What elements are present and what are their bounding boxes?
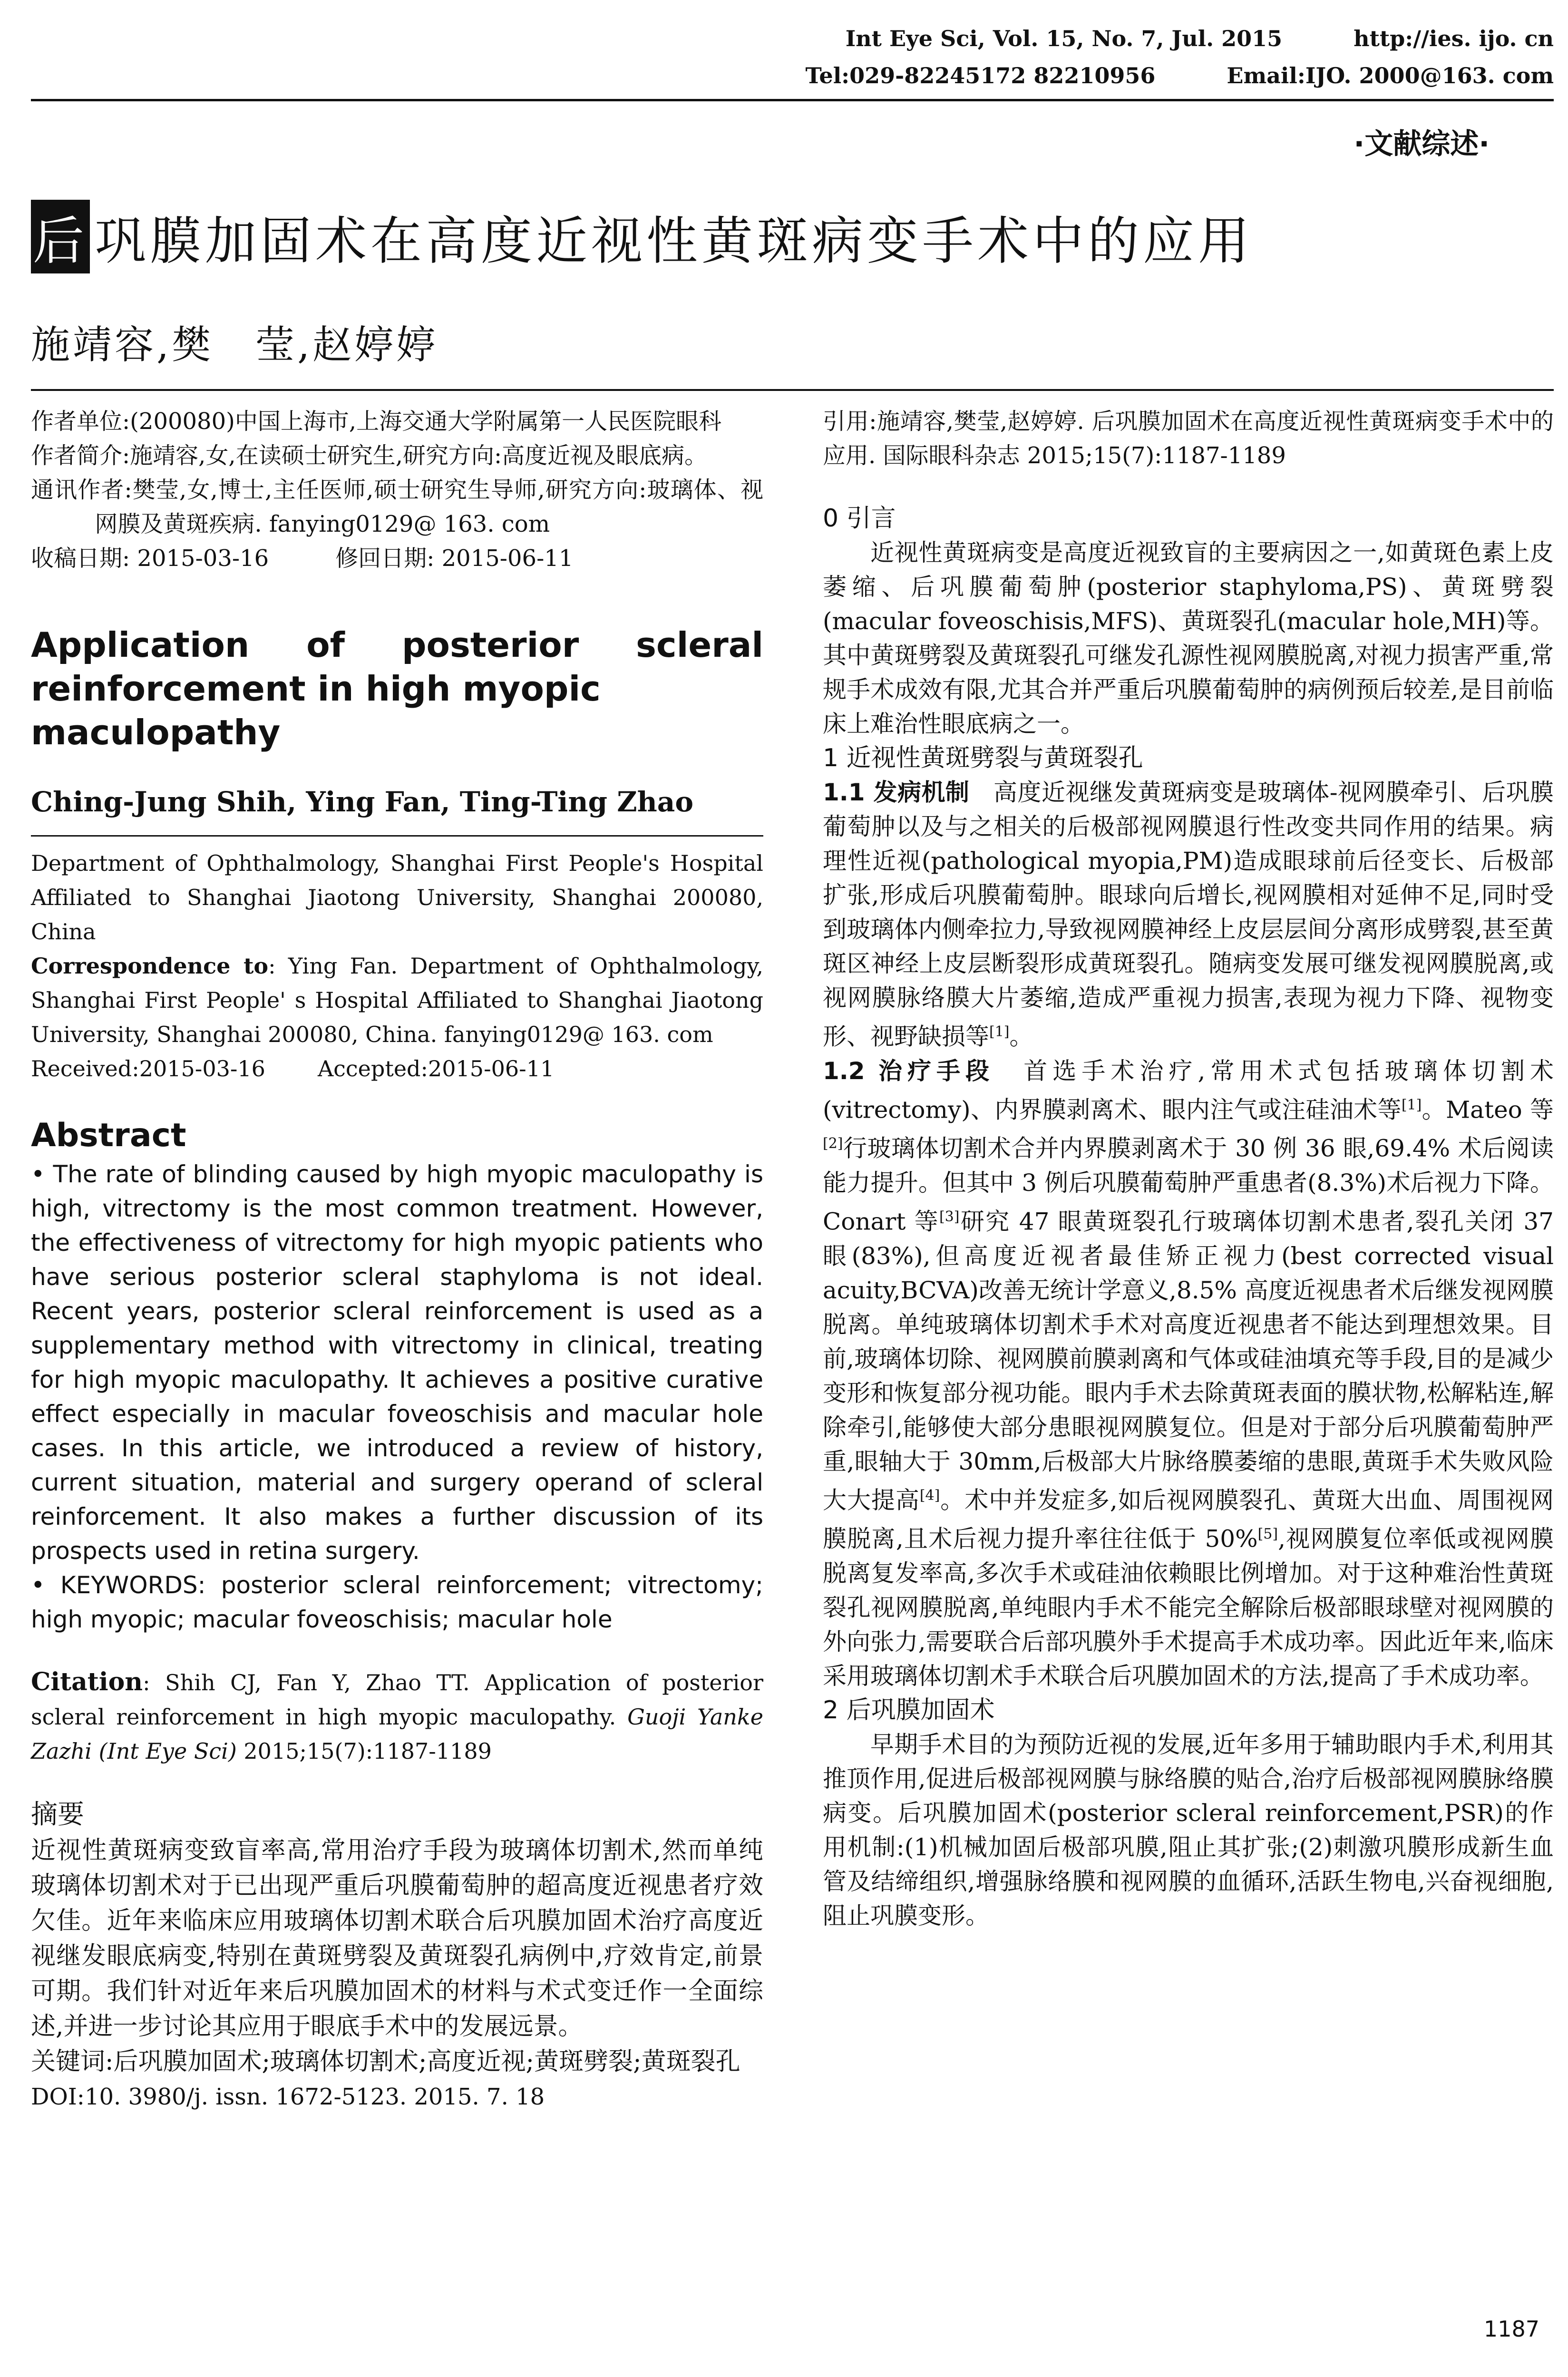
received-date-en: Received:2015-03-16 bbox=[31, 1056, 265, 1081]
doi: DOI:10. 3980/j. issn. 1672-5123. 2015. 7. 18 bbox=[31, 2084, 545, 2110]
citation-abbr: (Int Eye Sci) bbox=[98, 1738, 237, 1764]
ref-marker: [5] bbox=[1257, 1526, 1278, 1543]
section-1-1-end: 。 bbox=[1009, 1023, 1033, 1051]
keywords-en: • KEYWORDS: posterior scleral reinforcement; vitrectomy; high myopic; macular foveoschisis; macular hole bbox=[31, 1571, 763, 1633]
journal-contact bbox=[805, 61, 1554, 90]
authors-cn: 施靖容,樊 莹,赵婷婷 bbox=[31, 322, 438, 368]
english-authors-rule bbox=[31, 835, 763, 837]
author-bio-cn: 作者简介:施靖容,女,在读硕士研究生,研究方向:高度近视及眼底病。 bbox=[31, 442, 708, 469]
ref-marker: [1] bbox=[1401, 1096, 1422, 1113]
ref-marker: [3] bbox=[939, 1208, 960, 1225]
received-date-cn: 收稿日期: 2015-03-16 bbox=[31, 545, 269, 572]
section-1-1-text: 高度近视继发黄斑病变是玻璃体-视网膜牵引、后巩膜葡萄肿以及与之相关的后极部视网膜退行性改变共同作用的结果。病理性近视(pathological myopia,PM)造成眼球前后径变长、后极部扩张,形成后巩膜葡萄肿。眼球向后增长,视网膜相对延伸不足,同时受到玻璃体内侧牵拉力,导致视网膜神经上皮层层间分离形成劈裂,甚至黄斑区神经上皮层断裂形成黄斑裂孔。随病变发展可继发视网膜脱离,或视网膜脉络膜大片萎缩,造成严重视力损害,表现为视力下降、视物变形、视野缺损等 bbox=[823, 779, 1554, 1051]
correspondence-cn: 通讯作者:樊莹,女,博士,主任医师,硕士研究生导师,研究方向:玻璃体、视网膜及黄斑疾病. fanying0129@ 163. com bbox=[31, 477, 763, 537]
ref-marker: [4] bbox=[919, 1487, 940, 1504]
section-0-heading: 0 引言 bbox=[823, 504, 896, 533]
english-department: Department of Ophthalmology, Shanghai First People's Hospital Affiliated to Shanghai Jiaotong University, Shanghai 200080, China bbox=[31, 850, 763, 945]
section-1-2-text-d: 研究 47 眼黄斑裂孔行玻璃体切割术患者,裂孔关闭 37 眼(83%),但高度近视者最佳矫正视力(best corrected visual acuity,BCVA)改善无统计学意义,8.5% 高度近视患者术后继发视网膜脱离。单纯玻璃体切割术手术对高度近视患者不能达到理想效果。目前,玻璃体切除、视网膜前膜剥离和气体或硅油填充等手段,目的是减少变形和恢复部分视功能。眼内手术去除黄斑表面的膜状物,松解粘连,解除牵引,能够使大部分患眼视网膜复位。但是对于部分后巩膜葡萄肿严重,眼轴大于 30mm,后极部大片脉络膜萎缩的患眼,黄斑手术失败风险大大提高 bbox=[823, 1208, 1554, 1514]
section-1-2-text-c: 行玻璃体切割术合并内界膜剥离术于 30 例 36 眼,69.4% 术后阅读能力提升。但其中 3 例后巩膜葡萄肿严重患者(8.3%)术后视力下降。Conart 等 bbox=[823, 1134, 1554, 1236]
cn-abstract-text: 近视性黄斑病变致盲率高,常用治疗手段为玻璃体切割术,然而单纯玻璃体切割术对于已出现严重后巩膜葡萄肿的超高度近视患者疗效欠佳。近年来临床应用玻璃体切割术联合后巩膜加固术治疗高度近视继发眼底病变,特别在黄斑劈裂及黄斑裂孔病例中,疗效肯定,前景可期。我们针对近年来后巩膜加固术的材料与术式变迁作一全面综述,并进一步讨论其应用于眼底手术中的发展远景。 bbox=[31, 1836, 763, 2041]
correspondence-text: : Ying Fan. Department of Ophthalmology, Shanghai First People' s Hospital Affiliated to Shanghai Jiaotong University, Shanghai 200080, China. fanying0129@ 163. com bbox=[31, 953, 763, 1047]
citation-text: : Shih CJ, Fan Y, Zhao TT. Application of posterior scleral reinforcement in high myopic maculopathy. bbox=[31, 1670, 763, 1730]
citation-label: Citation bbox=[31, 1667, 143, 1696]
section-1-2 bbox=[823, 1054, 1554, 1693]
journal-tel: Tel:029-82245172 82210956 bbox=[805, 63, 1156, 88]
page-number: 1187 bbox=[1483, 2316, 1539, 2342]
citation-journal: Guoji Yanke Zazhi bbox=[31, 1704, 763, 1764]
cn-keywords: 关键词:后巩膜加固术;玻璃体切割术;高度近视;黄斑劈裂;黄斑裂孔 bbox=[31, 2047, 740, 2076]
journal-email: Email:IJO. 2000@163. com bbox=[1227, 63, 1554, 88]
section-0-paragraph: 近视性黄斑病变是高度近视致盲的主要病因之一,如黄斑色素上皮萎缩、后巩膜葡萄肿(posterior staphyloma,PS)、黄斑劈裂(macular foveoschisis,MFS)、黄斑裂孔(macular hole,MH)等。其中黄斑劈裂及黄斑裂孔可继发孔源性视网膜脱离,对视力损害严重,常规手术成效有限,尤其合并严重后巩膜葡萄肿的病例预后较差,是目前临床上难治性眼底病之一。 bbox=[823, 539, 1554, 738]
right-column bbox=[823, 404, 1554, 1933]
section-1-2-text-b: 。Mateo 等 bbox=[1422, 1096, 1554, 1124]
cn-abstract-heading: 摘要 bbox=[31, 1799, 84, 1830]
abstract-text: • The rate of blinding caused by high myopic maculopathy is high, vitrectomy is the most common treatment. However, the effectiveness of vitrectomy for high myopic patients who have serious posterior scleral staphyloma is not ideal. Recent years, posterior scleral reinforcement is used as a supplementary method with vitrectomy in clinical, treating for high myopic maculopathy. It achieves a positive curative effect especially in macular foveoschisis and macular hole cases. In this article, we introduced a review of history, current situation, material and surgery operand of scleral reinforcement. It also makes a further discussion of its prospects used in retina surgery. bbox=[31, 1160, 763, 1565]
header-rule bbox=[31, 99, 1554, 101]
left-column bbox=[31, 404, 763, 2114]
english-title-line1: Application of posterior scleral bbox=[31, 625, 763, 665]
citation-en bbox=[31, 1665, 763, 1768]
english-title-line2: reinforcement in high myopic maculopathy bbox=[31, 669, 601, 752]
journal-info: Int Eye Sci, Vol. 15, No. 7, Jul. 2015 bbox=[845, 26, 1283, 51]
ref-marker: [2] bbox=[823, 1135, 843, 1152]
correspondence-label: Correspondence to bbox=[31, 953, 269, 979]
journal-header bbox=[846, 24, 1554, 53]
affiliation-cn: 作者单位:(200080)中国上海市,上海交通大学附属第一人民医院眼科 bbox=[31, 408, 722, 435]
title-first-char: 后 bbox=[31, 200, 90, 273]
citation-cn: 引用:施靖容,樊莹,赵婷婷. 后巩膜加固术在高度近视性黄斑病变手术中的应用. 国际眼科杂志 2015;15(7):1187-1189 bbox=[823, 408, 1554, 469]
accepted-date-en: Accepted:2015-06-11 bbox=[317, 1056, 555, 1081]
abstract-heading: Abstract bbox=[31, 1117, 186, 1154]
section-1-2-text-f: ,视网膜复位率低或视网膜脱离复发率高,多次手术或硅油依赖眼比例增加。对于这种难治性黄斑裂孔视网膜脱离,单纯眼内手术不能完全解除后极部眼球壁对视网膜的外向张力,需要联合后部巩膜外手术提高手术成功率。因此近年来,临床采用玻璃体切割术手术联合后巩膜加固术的方法,提高了手术成功率。 bbox=[823, 1525, 1554, 1690]
section-2-heading: 2 后巩膜加固术 bbox=[823, 1695, 995, 1724]
section-1-1 bbox=[823, 775, 1554, 1054]
revised-date-cn: 修回日期: 2015-06-11 bbox=[335, 545, 574, 572]
section-1-2-heading: 1.2 治疗手段 bbox=[823, 1057, 995, 1085]
section-2-paragraph: 早期手术目的为预防近视的发展,近年多用于辅助眼内手术,利用其推顶作用,促进后极部视网膜与脉络膜的贴合,治疗后极部视网膜脉络膜病变。后巩膜加固术(posterior scleral reinforcement,PSR)的作用机制:(1)机械加固后极部巩膜,阻止其扩张;(2)刺激巩膜形成新生血管及结缔组织,增强脉络膜和视网膜的血循环,活跃生物电,兴奋视细胞,阻止巩膜变形。 bbox=[823, 1730, 1554, 1929]
ref-marker: [1] bbox=[989, 1023, 1010, 1040]
article-type: ·文献综述· bbox=[1354, 127, 1490, 161]
section-1-heading: 1 近视性黄斑劈裂与黄斑裂孔 bbox=[823, 744, 1143, 772]
title-rest: 巩膜加固术在高度近视性黄斑病变手术中的应用 bbox=[95, 212, 1254, 271]
section-1-2-text-a: 首选手术治疗,常用术式包括玻璃体切割术(vitrectomy)、内界膜剥离术、眼内注气或注硅油术等 bbox=[823, 1057, 1554, 1124]
section-1-1-heading: 1.1 发病机制 bbox=[823, 779, 970, 806]
section-1-2-text-e: 。术中并发症多,如后视网膜裂孔、黄斑大出血、周围视网膜脱离,且术后视力提升率往往低于 50% bbox=[823, 1486, 1554, 1553]
authors-rule bbox=[31, 389, 1554, 391]
page-title bbox=[31, 200, 1253, 273]
journal-url: http://ies. ijo. cn bbox=[1354, 26, 1554, 51]
english-authors: Ching-Jung Shih, Ying Fan, Ting-Ting Zhao bbox=[31, 786, 694, 818]
english-correspondence bbox=[31, 949, 763, 1052]
dates-cn bbox=[31, 541, 763, 575]
english-dates bbox=[31, 1052, 763, 1086]
citation-tail: 2015;15(7):1187-1189 bbox=[236, 1738, 492, 1764]
